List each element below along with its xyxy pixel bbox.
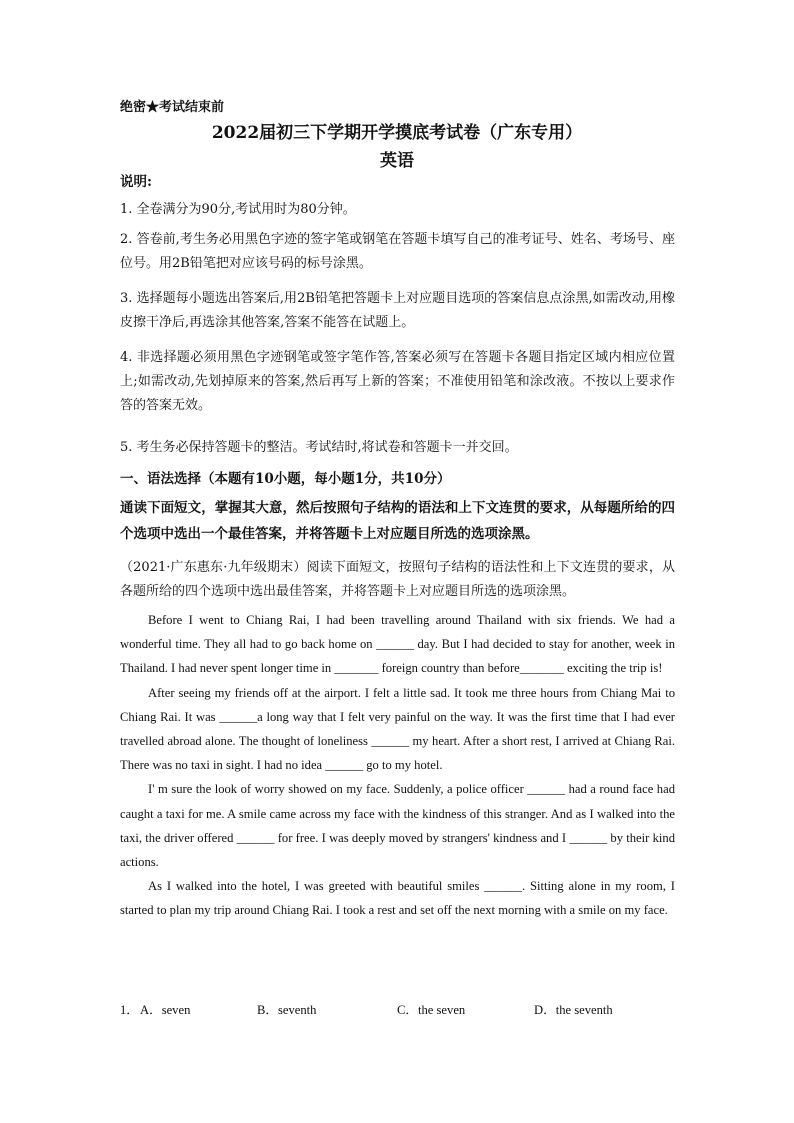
- instruction-item: 2. 答卷前,考生务必用黑色字迹的签字笔或钢笔在答题卡填写自己的准考证号、姓名、考场号、座位号。用2B铅笔把对应该号码的标号涂黑。: [120, 232, 675, 271]
- passage-paragraph: As I walked into the hotel, I was greeted with beautiful smiles ______. Sitting alone in my room, I started to plan my trip around Chiang Rai. I took a rest and set off the next morning with a smile on my face.: [120, 879, 675, 918]
- source-note: （2021·广东惠东·九年级期末）阅读下面短文，按照句子结构的语法性和上下文连贯的要求，从各题所给的四个选项中选出最佳答案，并将答题卡上对应题目所选的选项涂黑。: [120, 560, 675, 599]
- instruction-item: 4. 非选择题必须用黑色字迹钢笔或签字笔作答,答案必须写在答题卡各题目指定区域内相应位置上;如需改动,先划掉原来的答案,然后再写上新的答案；不准使用铅笔和涂改液。不按以上要求作答的答案无效。: [120, 350, 675, 413]
- instructions-label: 说明:: [120, 174, 152, 190]
- section-directions: 通读下面短文，掌握其大意，然后按照句子结构的语法和上下文连贯的要求，从每题所给的四个选项中选出一个最佳答案，并将答题卡上对应题目所选的选项涂黑。: [120, 500, 675, 542]
- instruction-item: 1. 全卷满分为90分,考试用时为80分钟。: [120, 202, 356, 217]
- option-a[interactable]: A．seven: [140, 1003, 191, 1017]
- section-heading: 一、语法选择（本题有10小题，每小题1分，共10分）: [120, 471, 451, 487]
- subject-title: 英语: [380, 151, 414, 171]
- exam-title: 2022届初三下学期开学摸底考试卷（广东专用）: [211, 123, 583, 143]
- passage-paragraph: Before I went to Chiang Rai, I had been travelling around Thailand with six friends. We had a wonderful time. They all had to go back home on ______ day. But I had decided to stay for another, week in Thailand. I had never spent longer time in _______ foreign country than before_______ exciting the trip is!: [120, 613, 675, 676]
- instruction-item: 3. 选择题每小题选出答案后,用2B铅笔把答题卡上对应题目选项的答案信息点涂黑,如需改动,用橡皮擦干净后,再选涂其他答案,答案不能答在试题上。: [120, 291, 675, 330]
- option-b[interactable]: B．seventh: [257, 1003, 317, 1017]
- instruction-item: 5. 考生务必保持答题卡的整洁。考试结时,将试卷和答题卡一并交回。: [120, 440, 518, 455]
- passage-paragraph: I' m sure the look of worry showed on my face. Suddenly, a police officer ______ had a round face had caught a taxi for me. A smile came across my face with the kindness of this stranger. And as I walked into the taxi, the driver offered ______ for free. I was deeply moved by strangers' kindness and I ______ by their kind actions.: [120, 782, 675, 870]
- passage-paragraph: After seeing my friends off at the airport. I felt a little sad. It took me three hours from Chiang Mai to Chiang Rai. It was ______a long way that I felt very painful on the way. It was the first time that I had ever travelled abroad alone. The thought of loneliness ______ my heart. After a short rest, I arrived at Chiang Rai. There was no taxi in sight. I had no idea ______ go to my hotel.: [120, 685, 675, 773]
- confidential-mark: 绝密★考试结束前: [120, 100, 225, 115]
- question-number: 1．: [120, 1003, 139, 1017]
- option-d[interactable]: D．the seventh: [534, 1003, 613, 1017]
- option-c[interactable]: C．the seven: [397, 1003, 466, 1017]
- passage: [120, 608, 675, 923]
